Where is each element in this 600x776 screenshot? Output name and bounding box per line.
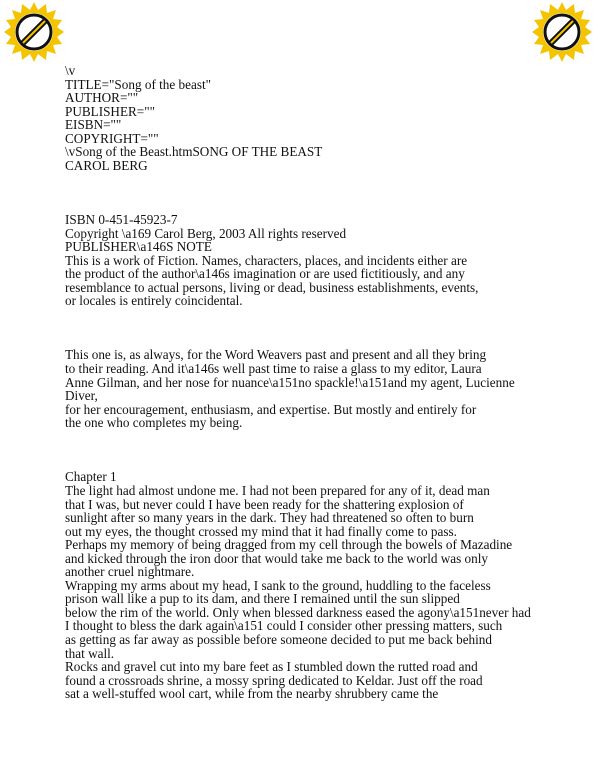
book-author: CAROL BERG [65, 157, 148, 173]
text-line: for her encouragement, enthusiasm, and expertise. But mostly and entirely for [65, 401, 477, 417]
badge-sun-icon [4, 2, 64, 62]
text-line: the product of the author\a146s imagination or are used fictitiously, and any [65, 266, 465, 282]
copyright-field: COPYRIGHT="" [65, 130, 159, 146]
document-page [65, 64, 565, 701]
dedication-block [65, 348, 565, 429]
eisbn-field: EISBN="" [65, 117, 122, 133]
text-line: another cruel nightmare. [65, 564, 195, 580]
text-line: Anne Gilman, and her nose for nuance\a151no spackle!\a151and my agent, Lucienne [65, 374, 515, 390]
isbn-line: ISBN 0-451-45923-7 [65, 212, 178, 228]
badge-sun-icon [532, 2, 592, 62]
copyright-line: Copyright \a169 Carol Berg, 2003 All rights reserved [65, 225, 347, 241]
publisher-field: PUBLISHER="" [65, 103, 156, 119]
text-line: I thought to bless the dark again\a151 could I consider other pressing matters, such [65, 618, 503, 634]
text-line: This is a work of Fiction. Names, characters, places, and incidents either are [65, 252, 468, 268]
author-field: AUTHOR="" [65, 90, 139, 106]
text-line: resemblance to actual persons, living or dead, business establishments, events, [65, 279, 479, 295]
book-title: \vSong of the Beast.htmSONG OF THE BEAST [65, 144, 323, 160]
text-line: out my eyes, the thought crossed my mind that it had finally come to pass. [65, 523, 457, 539]
text-line: Rocks and gravel cut into my bare feet as I stumbled down the rutted road and [65, 659, 478, 675]
text-line: prison wall like a pup to its dam, and there I remained until the sun slipped [65, 591, 460, 607]
text-line: as getting as far away as possible before someone decided to put me back behind [65, 631, 492, 647]
title-field: TITLE="Song of the beast" [65, 76, 212, 92]
abbyy-watermark-badge-left[interactable] [4, 2, 64, 62]
text-line: below the rim of the world. Only when blessed darkness eased the agony\a151never had [65, 604, 531, 620]
chapter-block [65, 470, 565, 700]
text-line: Diver, [65, 388, 98, 404]
copyright-block [65, 213, 565, 308]
text-line: found a crossroads shrine, a mossy spring dedicated to Keldar. Just off the road [65, 672, 483, 688]
text-line: Perhaps my memory of being dragged from my cell through the bowels of Mazadine [65, 537, 513, 553]
text-line: Wrapping my arms about my head, I sank to the ground, huddling to the faceless [65, 577, 491, 593]
text-line: This one is, as always, for the Word Weavers past and present and all they bring [65, 347, 487, 363]
text-line: or locales is entirely coincidental. [65, 293, 243, 309]
text-line: that wall. [65, 645, 115, 661]
text-line: and kicked through the iron door that would take me back to the world was only [65, 550, 488, 566]
text-line: \v [65, 63, 76, 78]
header-block [65, 64, 565, 172]
text-line: The light had almost undone me. I had not been prepared for any of it, dead man [65, 482, 490, 498]
text-line: that I was, but never could I have been ready for the shattering explosion of [65, 496, 464, 512]
text-line: sunlight after so many years in the dark. They had threatened so often to burn [65, 510, 474, 526]
chapter-heading: Chapter 1 [65, 469, 117, 485]
text-line: sat a well-stuffed wool cart, while from the nearby shrubbery came the [65, 686, 439, 702]
text-line: the one who completes my being. [65, 415, 243, 431]
abbyy-watermark-badge-right[interactable] [532, 2, 592, 62]
publisher-note-heading: PUBLISHER\a146S NOTE [65, 239, 212, 255]
text-line: to their reading. And it\a146s well past time to raise a glass to my editor, Laura [65, 361, 482, 377]
